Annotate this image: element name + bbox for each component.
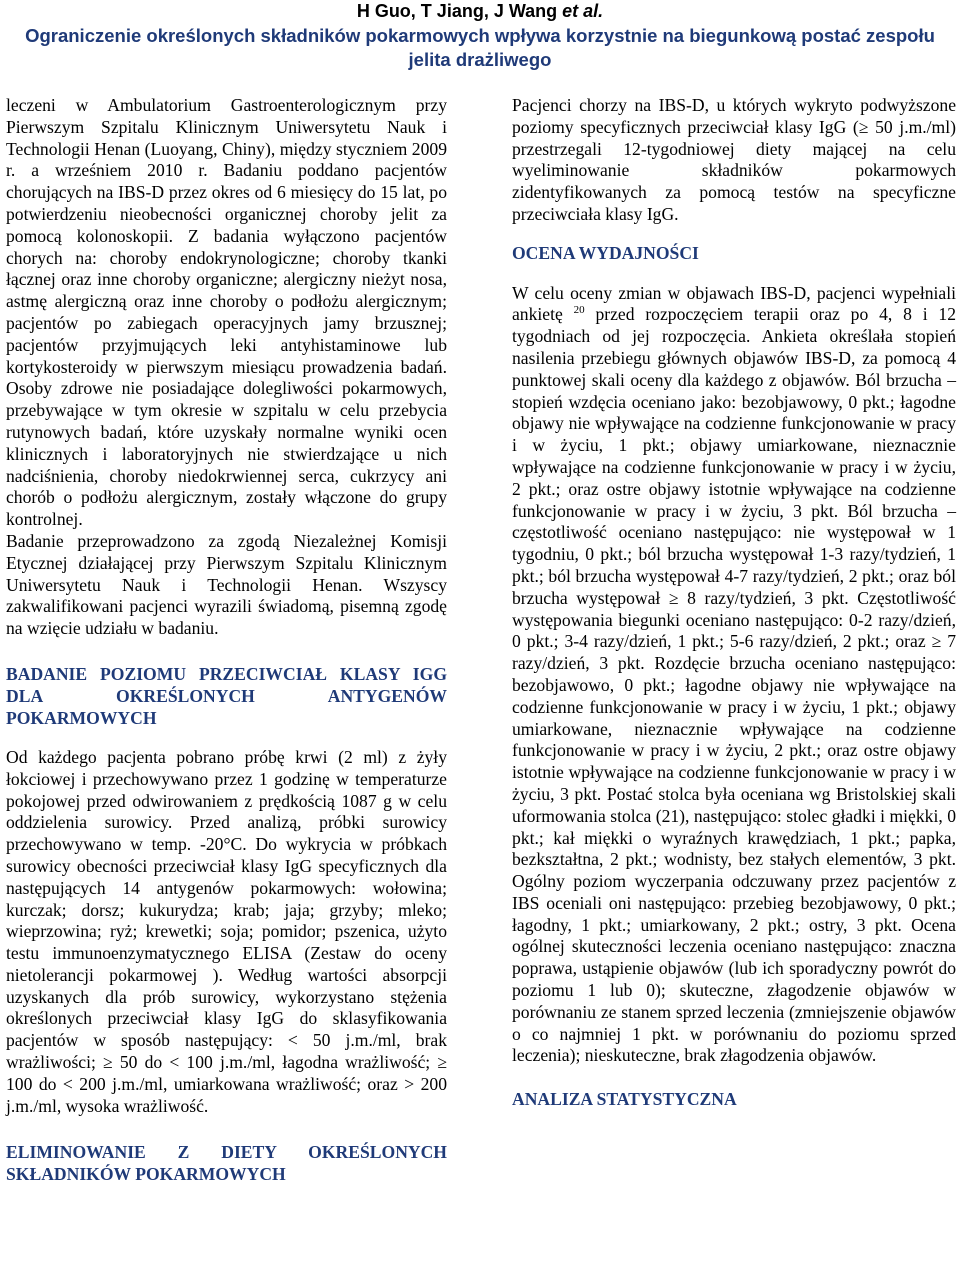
left-column: [6, 95, 447, 1186]
right-column: [512, 95, 956, 1111]
author-line: [0, 0, 960, 22]
section-heading-efficacy: OCENA WYDAJNOŚCI: [512, 242, 699, 263]
paragraph-diet: Pacjenci chorzy na IBS-D, u których wykryto podwyższone poziomy specyficznych przeciwciał klasy IgG (≥ 50 j.m./ml) przestrzegali 12-tygodniowej diety mającej na celu wyeliminowanie składników pokarmowych zidentyfikowanych za pomocą testów na specyficzne przeciwciała klasy IgG.: [512, 95, 956, 224]
paragraph-ethics: Badanie przeprowadzono za zgodą Niezależnej Komisji Etycznej działającej przy Pierwszym Szpitalu Klinicznym Uniwersytetu Nauk i Technologii Henan. Wszyscy zakwalifikowani pacjenci wyrazili świadomą, pisemną zgodę na wzięcie udziału w badaniu.: [6, 530, 447, 639]
section-heading-elimination: ELIMINOWANIE Z DIETY OKREŚLONYCH SKŁADNIKÓW POKARMOWYCH: [6, 1142, 447, 1185]
authors-etal: et al.: [562, 1, 604, 21]
section-heading-igg: BADANIE POZIOMU PRZECIWCIAŁ KLASY IGG DLA OKREŚLONYCH ANTYGENÓW POKARMOWYCH: [6, 663, 447, 728]
efficacy-text-start: W celu oceny zmian w objawach IBS-D, pacjenci wypełniali ankietę: [512, 282, 956, 325]
page-header: [0, 0, 960, 72]
citation-superscript: 20: [573, 304, 585, 317]
paragraph-patients: leczeni w Ambulatorium Gastroenterologicznym przy Pierwszym Szpitalu Klinicznym Uniwersytetu Nauk i Technologii Henan (Luoyang, Chiny), między styczniem 2009 r. a wrześniem 2010 r. Badaniu poddano pacjentów chorujących na IBS-D przez okres od 6 miesięcy do 15 lat, po potwierdzeniu nieobecności organicznej choroby jelit za pomocą kolonoskopii. Z badania wyłączono pacjentów chorych na: choroby endokrynologiczne; choroby tkanki łącznej oraz inne choroby organiczne; alergiczny nieżyt nosa, astmę alergiczną oraz inne choroby o podłożu alergicznym; pacjentów po zabiegach operacyjnych jamy brzusznej; pacjentów przyjmujących leki antyhistaminowe lub kortykosteroidy w pierwszym miesiącu prowadzenia badań. Osoby zdrowe nie posiadające dolegliwości pokarmowych, przebywające w tym okresie w szpitalu w celu przebycia rutynowych badań, które uzyskały normalne wyniki ocen klinicznych i laboratoryjnych nie stwierdzające u nich nadciśnienia, choroby niedokrwiennej serca, cukrzycy ani chorób o podłożu alergicznym, zostały włączone do grupy kontrolnej.: [6, 95, 447, 530]
paragraph-efficacy: [512, 283, 956, 1068]
article-title: Ograniczenie określonych składników pokarmowych wpływa korzystnie na biegunkową postać zespołu jelita drażliwego: [25, 25, 935, 70]
authors: H Guo, T Jiang, J Wang: [356, 1, 563, 21]
section-heading-statistics: ANALIZA STATYSTYCZNA: [512, 1089, 737, 1110]
efficacy-text-rest: przed rozpoczęciem terapii oraz po 4, 8 i 12 tygodniach od jej rozpoczęcia. Ankieta określała stopień nasilenia przebiegu głównych objawów IBS-D, za pomocą 4 punktowej skali oceny dla każdego z objawów. Ból brzucha – stopień wzdęcia oceniano jako: bezobjawowy, 0 pkt.; łagodne objawy nie wpływające na codzienne funkcjonowanie w pracy i w życiu, 1 pkt.; objawy umiarkowane, nieznacznie wpływające na codzienne funkcjonowanie w pracy i w życiu, 2 pkt.; oraz ostre objawy istotnie wpływające na codzienne funkcjonowanie w pracy i w życiu, 3 pkt. Ból brzucha – częstotliwość oceniano następująco: nie występował w 1 tygodniu, 0 pkt.; ból brzucha występował 1-3 razy/tydzień, 1 pkt.; ból brzucha występował 4-7 razy/tydzień, 2 pkt.; oraz ból brzucha występował ≥ 8 razy/tydzień, 3 pkt. Częstotliwość występowania biegunki oceniano następująco: 0-2 razy/dzień, 0 pkt.; 3-4 razy/dzień, 1 pkt.; 5-6 razy/dzień, 2 pkt.; oraz ≥ 7 razy/dzień, 3 pkt. Rozdęcie brzucha oceniano następująco: bezobjawowo, 0 pkt.; łagodne objawy nie wpływające na codzienne funkcjonowanie w pracy i w życiu, 1 pkt.; objawy umiarkowane, nieznacznie wpływające na codzienne funkcjonowanie w pracy i w życiu, 2 pkt.; oraz ostre objawy istotnie wpływające na codzienne funkcjonowanie w pracy i w życiu, 3 pkt. Postać stolca była oceniana wg Bristolskiej skali uformowania stolca (21), następująco: stolec gładki i miękki, 0 pkt.; kał miękki o wyraźnych krawędziach, 1 pkt.; papka, bezkształtna, 2 pkt.; wodnisty, bez stałych elementów, 3 pkt. Ogólny poziom wyczerpania odczuwany przez pacjentów z IBS oceniali oni następująco: przebieg bezobjawowy, 0 pkt.; łagodny, 1 pkt.; umiarkowany, 2 pkt.; ostry, 3 pkt. Ocena ogólnej skuteczności leczenia oceniano następująco: znaczna poprawa, ustąpienie objawów (lub ich sporadyczny powrót do poziomu 1 lub 0); skuteczne, złagodzenie objawów w porównaniu ze stanem sprzed leczenia (zmniejszenie objawów o co najmniej 1 pkt. w porównaniu do poziomu sprzed leczenia); nieskuteczne, brak złagodzenia objawów.: [512, 304, 956, 1066]
paragraph-igg-method: Od każdego pacjenta pobrano próbę krwi (2 ml) z żyły łokciowej i przechowywano przez 1 godzinę w temperaturze pokojowej przed odwirowaniem z prędkością 1087 g w celu oddzielenia surowicy. Przed analizą, próbki surowicy przechowywano w temp. -20°C. Do wykrycia w próbkach surowicy obecności przeciwciał klasy IgG specyficznych dla następujących 14 antygenów pokarmowych: wołowina; kurczak; dorsz; kukurydza; krab; jaja; grzyby; mleko; wieprzowina; ryż; krewetki; soja; pomidor; pszenica, użyto testu immunoenzymatycznego ELISA (Zestaw do oceny nietolerancji pokarmowej ). Według wartości absorpcji uzyskanych dla prób surowicy, wykorzystano stężenia określonych przeciwciał klasy IgG do sklasyfikowania pacjentów w sposób następujący: < 50 j.m./ml, brak wrażliwości; ≥ 50 do < 100 j.m./ml, łagodna wrażliwość; ≥ 100 do < 200 j.m./ml, umiarkowana wrażliwość; oraz > 200 j.m./ml, wysoka wrażliwość.: [6, 746, 447, 1116]
